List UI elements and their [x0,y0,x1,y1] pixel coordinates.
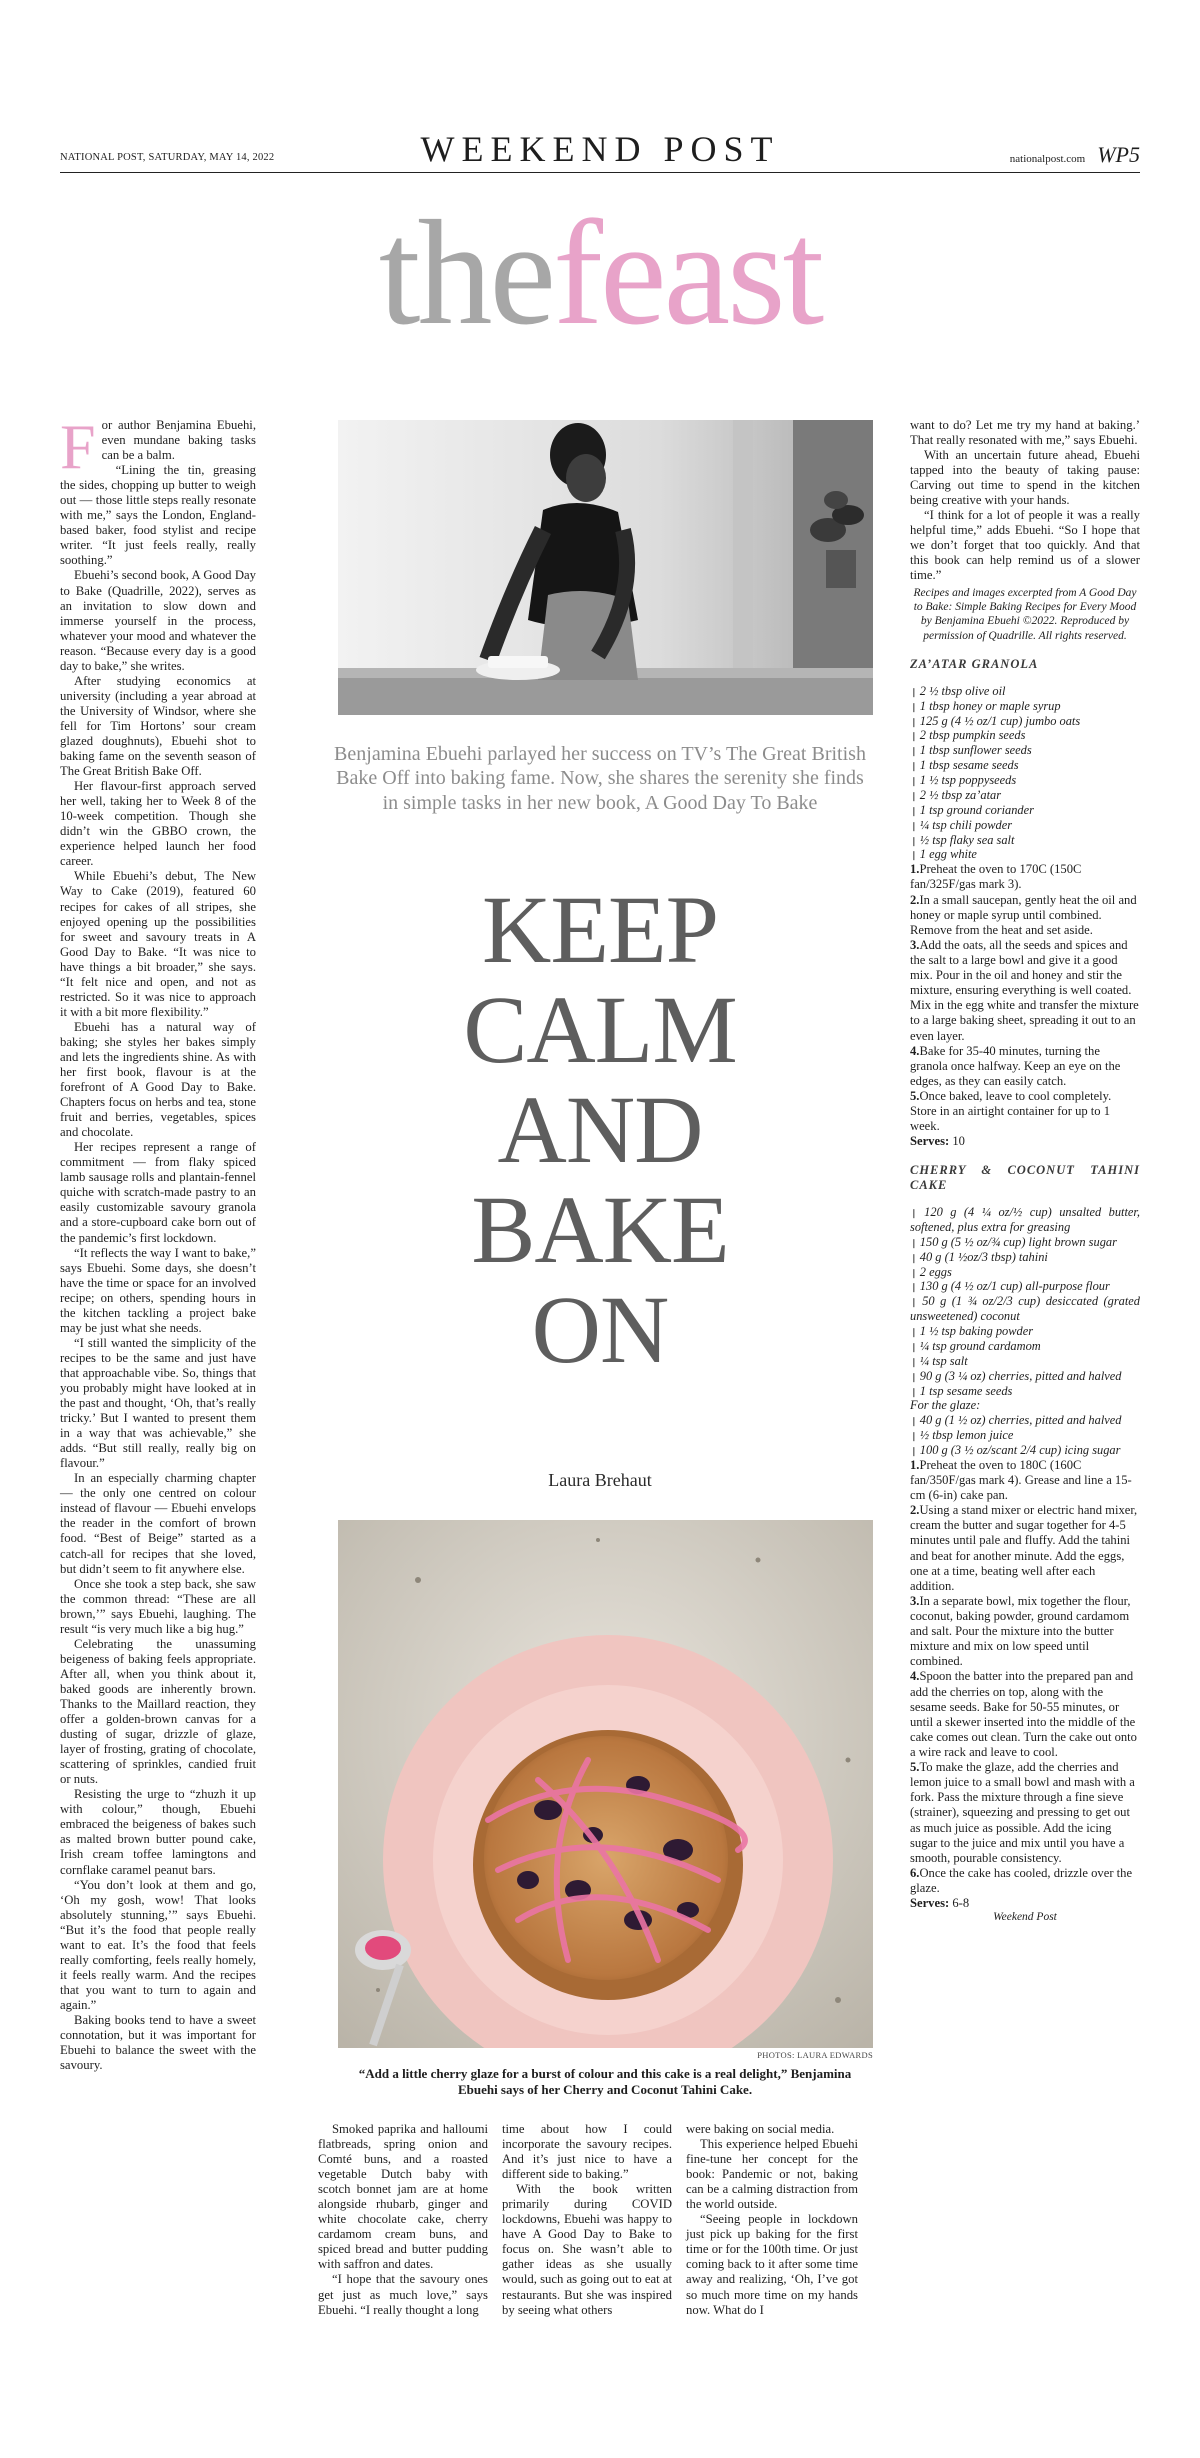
recipe-step: 5.To make the glaze, add the cherries and lemon juice to a small bowl and mash with a fork. Pass the mixture through a fine sieve (strainer), squeezing and pressing to get out as much juice as possible. Add the icing sugar to the juice and mix until you have a smooth, pourable consistency. [910,1760,1135,1865]
ingredient-list [910,1205,1140,1458]
page-number: WP5 [1097,142,1140,167]
ingredient: ❙ 120 g (4 ¼ oz/½ cup) unsalted butter, softened, plus extra for greasing [910,1205,1140,1235]
article-paragraph: Celebrating the unassuming beigeness of baking feels appropriate. After all, when you think about it, baked goods are inherently brown. Thanks to the Maillard reaction, they offer a golden-brown canvas for a dusting of sugar, drizzle of glaze, layer of frosting, grating of chocolate, scattering of sprinkles, candied fruit or nuts. [60,1636,256,1787]
deck-subheading: Benjamina Ebuehi parlayed her success on TV’s The Great British Bake Off into baking fame. Now, she shares the serenity she finds in simple tasks in her new book, A Good Day To Bake [334,743,866,814]
recipe-step: 3.In a separate bowl, mix together the flour, coconut, baking powder, ground cardamom and salt. Pour the mixture into the butter mixture and mix on low speed until combined. [910,1593,1131,1669]
ingredient-list [910,684,1140,863]
article-paragraph: For author Benjamina Ebuehi, even mundane baking tasks can be a balm. [60,411,256,482]
article-paragraph: time about how I could incorporate the savoury recipes. And it’s just nice to have a different side to baking.” [502,2122,672,2182]
article-paragraph: “It reflects the way I want to bake,” says Ebuehi. Some days, she doesn’t have the time or space for an involved recipe; on others, spending hours in the kitchen tackling a project bake may be just what she needs. [60,1245,256,1335]
site-link[interactable]: nationalpost.com [1009,153,1086,165]
ingredient: ❙ 1 tbsp honey or maple syrup [910,699,1140,714]
headline [330,876,870,1383]
ingredient: ❙ 1 tsp sesame seeds [910,1384,1140,1399]
ingredient: ❙ 2 eggs [910,1265,1140,1280]
article-paragraph: Smoked paprika and halloumi flatbreads, spring onion and Comté buns, and a roasted vegetable Dutch baby with scotch bonnet jam are at home alongside rhubarb, ginger and white chocolate cake, cherry cardamom cream buns, and spiced bread and butter pudding with saffron and dates. [318,2122,488,2272]
ingredient: ❙ ¼ tsp salt [910,1354,1140,1369]
headline-line: AND [497,1076,703,1183]
article-paragraph: After studying economics at university (including a year abroad at the University of Windsor, where she fell for Tim Hortons’ sour cream glazed doughnuts), Ebuehi shot to baking fame on the seventh season of The Great British Bake Off. [60,673,256,779]
header-right [1010,142,1140,168]
article-paragraph: “I hope that the savoury ones get just as much love,” says Ebuehi. “I really thought a long [318,2272,488,2317]
recipe-step: 1.Preheat the oven to 180C (160C fan/350F/gas mark 4). Grease and line a 15-cm (6-in) cake pan. [910,1457,1132,1503]
ingredient: ❙ ½ tsp flaky sea salt [910,833,1140,848]
ingredient: ❙ 40 g (1 ½ oz) cherries, pitted and halved [910,1413,1140,1428]
cake-photo-illustration [338,1520,873,2048]
ingredient: ❙ 1 egg white [910,847,1140,862]
ingredient: ❙ ¼ tsp ground cardamom [910,1339,1140,1354]
recipe-serves: Serves: 10 [910,1134,965,1149]
byline: Laura Brehaut [548,1470,652,1490]
recipe-step: 1.Preheat the oven to 170C (150C fan/325F/gas mark 3). [910,862,1082,892]
recipe-step: 4.Bake for 35-40 minutes, turning the granola once halfway. Keep an eye on the edges, as they can easily catch. [910,1043,1121,1088]
cake-photo [338,1520,873,2048]
ingredient: ❙ 2 ½ tbsp za’atar [910,788,1140,803]
baker-photo [338,420,873,715]
ingredient: ❙ 1 tbsp sunflower seeds [910,743,1140,758]
headline-line: CALM [463,976,737,1083]
article-column-4 [686,2122,858,2318]
ingredient: ❙ 1 ½ tsp poppyseeds [910,773,1140,788]
article-paragraph: With an uncertain future ahead, Ebuehi tapped into the beauty of taking pause: Carving out time to spend in the kitchen being creative with your hands. [910,448,1140,508]
recipe-step: 5.Once baked, leave to cool completely. Store in an airtight container for up to 1 week. [910,1088,1112,1134]
ingredient: ❙ 1 ½ tsp baking powder [910,1324,1140,1339]
recipe-step: 4.Spoon the batter into the prepared pan and add the cherries on top, along with the sesame seeds. Bake for 50-55 minutes, or until a skewer inserted into the middle of the cake comes out clean. Turn the cake out onto a wire rack and leave to cool. [910,1669,1137,1759]
headline-line: KEEP [482,876,718,983]
article-paragraph: were baking on social media. [686,2122,835,2136]
dateline: NATIONAL POST, SATURDAY, MAY 14, 2022 [60,152,275,163]
photo-caption: “Add a little cherry glaze for a burst of colour and this cake is a real delight,” Benjamina Ebuehi says of her Cherry and Coconut Tahini Cake. [358,2066,852,2098]
section-title-feast: feast [553,190,822,356]
ingredient: ❙ 40 g (1 ½oz/3 tbsp) tahini [910,1250,1140,1265]
excerpt-note: Recipes and images excerpted from A Good Day to Bake: Simple Baking Recipes for Every Mood by Benjamina Ebuehi ©2022. Reproduced by permission of Quadrille. All rights reserved. [913,586,1137,642]
article-paragraph: want to do? Let me try my hand at baking.’ That really resonated with me,” says Ebuehi. [910,418,1140,448]
headline-line: ON [531,1276,669,1383]
recipe-title: CHERRY & COCONUT TAHINI CAKE [910,1163,1140,1193]
article-paragraph: This experience helped Ebuehi fine-tune her concept for the book: Pandemic or not, baking can be a calming distraction from the world outside. [686,2137,858,2212]
article-paragraph: “I still wanted the simplicity of the recipes to be the same and just have that approachable vibe. So, things that you probably might have looked at in the past and thought, ‘Oh, that’s really tricky.’ But I wanted to present them in a way that was achievable,” she adds. “But still really, really big on flavour.” [60,1335,256,1471]
signoff: Weekend Post [993,1911,1057,1924]
article-paragraph: “Lining the tin, greasing the sides, chopping up butter to weigh out — those little steps really resonate with me,” says the London, England-based baker, food stylist and recipe writer. “It just feels really, really soothing.” [60,463,256,568]
ingredient: ❙ 2 tbsp pumpkin seeds [910,728,1140,743]
article-column-5 [910,418,1140,1925]
recipe-step: 2.In a small saucepan, gently heat the oil and honey or maple syrup until combined. Remove from the heat and set aside. [910,892,1137,937]
ingredient: ❙ 125 g (4 ½ oz/1 cup) jumbo oats [910,714,1140,729]
article-paragraph: With the book written primarily during COVID lockdowns, Ebuehi was happy to have A Good Day to Bake to focus on. She wasn’t able to gather ideas as she usually would, such as going out to eat at restaurants. But she was inspired by seeing what others [502,2182,672,2317]
ingredient: ❙ ½ tbsp lemon juice [910,1428,1140,1443]
article-paragraph: Once she took a step back, she saw the common thread: “These are all brown,’” says Ebuehi, laughing. The result “is very much like a big hug.” [60,1576,256,1636]
article-paragraph: In an especially charming chapter — the only one centred on colour instead of flavour — Ebuehi envelops the reader in the comfort of brown food. “Best of Beige” started as a catch-all for recipes that she loved, but didn’t seem to fit anywhere else. [60,1471,256,1576]
ingredient: ❙ 50 g (1 ¾ oz/2/3 cup) desiccated (grated unsweetened) coconut [910,1294,1140,1324]
recipe-title: ZA’ATAR GRANOLA [910,657,1039,672]
article-column-1 [60,411,256,2073]
photo-credit: PHOTOS: LAURA EDWARDS [757,2050,873,2060]
ingredient: For the glaze: [910,1398,981,1413]
baker-photo-illustration [338,420,873,715]
ingredient: ❙ 100 g (3 ½ oz/scant 2/4 cup) icing sugar [910,1443,1140,1458]
article-paragraph: “You don’t look at them and go, ‘Oh my gosh, wow! That looks absolutely stunning,’” says Ebuehi. “But it’s the food that people really want to eat. It’s the food that feels really comforting, feels really homely, it feels really warm. And the recipes that you want to turn to again and again.” [60,1877,256,2012]
section-title [0,190,1200,356]
recipe-serves: Serves: 6-8 [910,1896,970,1911]
article-paragraph: Her recipes represent a range of commitment — from flaky spiced lamb sausage rolls and plantain-fennel quiche with scratch-made pastry to an easily customizable savoury granola and a store-cupboard cake born out of the pandemic’s first lockdown. [60,1140,256,1245]
article-paragraph: Baking books tend to have a sweet connotation, but it was important for Ebuehi to balance the sweet with the savoury. [60,2012,256,2073]
article-paragraph: “Seeing people in lockdown just pick up baking for the first time or for the 100th time. Or just coming back to it after some time away and realizing, ‘Oh, I’ve got so much more time on my hands now. What do I [686,2212,858,2317]
masthead-title: WEEKEND POST [420,129,780,169]
article-paragraph: While Ebuehi’s debut, The New Way to Cake (2019), featured 60 recipes for cakes of all stripes, she enjoyed opening up the possibilities for sweet and savoury treats in A Good Day to Bake. “It was nice to have things a bit broader,” she says. “It felt nice and open, and not as restricted. So it was nice to approach it with a bit more flexibility.” [60,869,256,1019]
recipe-step: 6.Once the cake has cooled, drizzle over the glaze. [910,1865,1133,1895]
article-column-3 [502,2122,672,2318]
recipe-step: 3.Add the oats, all the seeds and spices and the salt to a large bowl and give it a good mix. Pour in the oil and honey and stir the mixture, ensuring everything is well coated. Mix in the egg white and transfer the mixture to a large baking sheet, spreading it out to an even layer. [910,937,1139,1043]
article-paragraph: Ebuehi has a natural way of baking; she styles her bakes simply and lets the ingredients shine. As with her first book, flavour is at the forefront of A Good Day to Bake. Chapters focus on herbs and tea, stone fruit and berries, vegetables, spices and chocolate. [60,1019,256,1140]
ingredient: ❙ 90 g (3 ¼ oz) cherries, pitted and halved [910,1369,1140,1384]
ingredient: ❙ 150 g (5 ½ oz/¾ cup) light brown sugar [910,1235,1140,1250]
recipe-step: 2.Using a stand mixer or electric hand mixer, cream the butter and sugar together for 4-5 minutes until pale and fluffy. Add the tahini and beat for another minute. Add the eggs, one at a time, beating well after each addition. [910,1503,1138,1593]
header-rule [60,172,1140,173]
article-paragraph: Resisting the urge to “zhuzh it up with colour,” though, Ebuehi embraced the beigeness of bakes such as malted brown butter pound cake, Irish cream toffee lamingtons and cornflake caramel peanut bars. [60,1787,256,1877]
article-paragraph: Her flavour-first approach served her well, taking her to Week 8 of the 10-week competition. Though she didn’t win the GBBO crown, the experience helped launch her food career. [60,779,256,869]
ingredient: ❙ 1 tbsp sesame seeds [910,758,1140,773]
ingredient: ❙ ¼ tsp chili powder [910,818,1140,833]
article-paragraph: Ebuehi’s second book, A Good Day to Bake (Quadrille, 2022), serves as an invitation to slow down and immerse yourself in the process, whatever your mood and whatever the reason. “Because every day is a good day to bake,” she writes. [60,568,256,673]
ingredient: ❙ 130 g (4 ½ oz/1 cup) all-purpose flour [910,1279,1140,1294]
drop-cap: F [60,411,96,482]
headline-line: BAKE [471,1176,729,1283]
section-title-the: the [378,190,554,356]
article-paragraph: “I think for a lot of people it was a really helpful time,” adds Ebuehi. “So I hope that we don’t forget that too quickly. And that this book can help remind us of a slower time.” [910,508,1140,583]
ingredient: ❙ 1 tsp ground coriander [910,803,1140,818]
article-column-2 [318,2122,488,2318]
ingredient: ❙ 2 ½ tbsp olive oil [910,684,1140,699]
